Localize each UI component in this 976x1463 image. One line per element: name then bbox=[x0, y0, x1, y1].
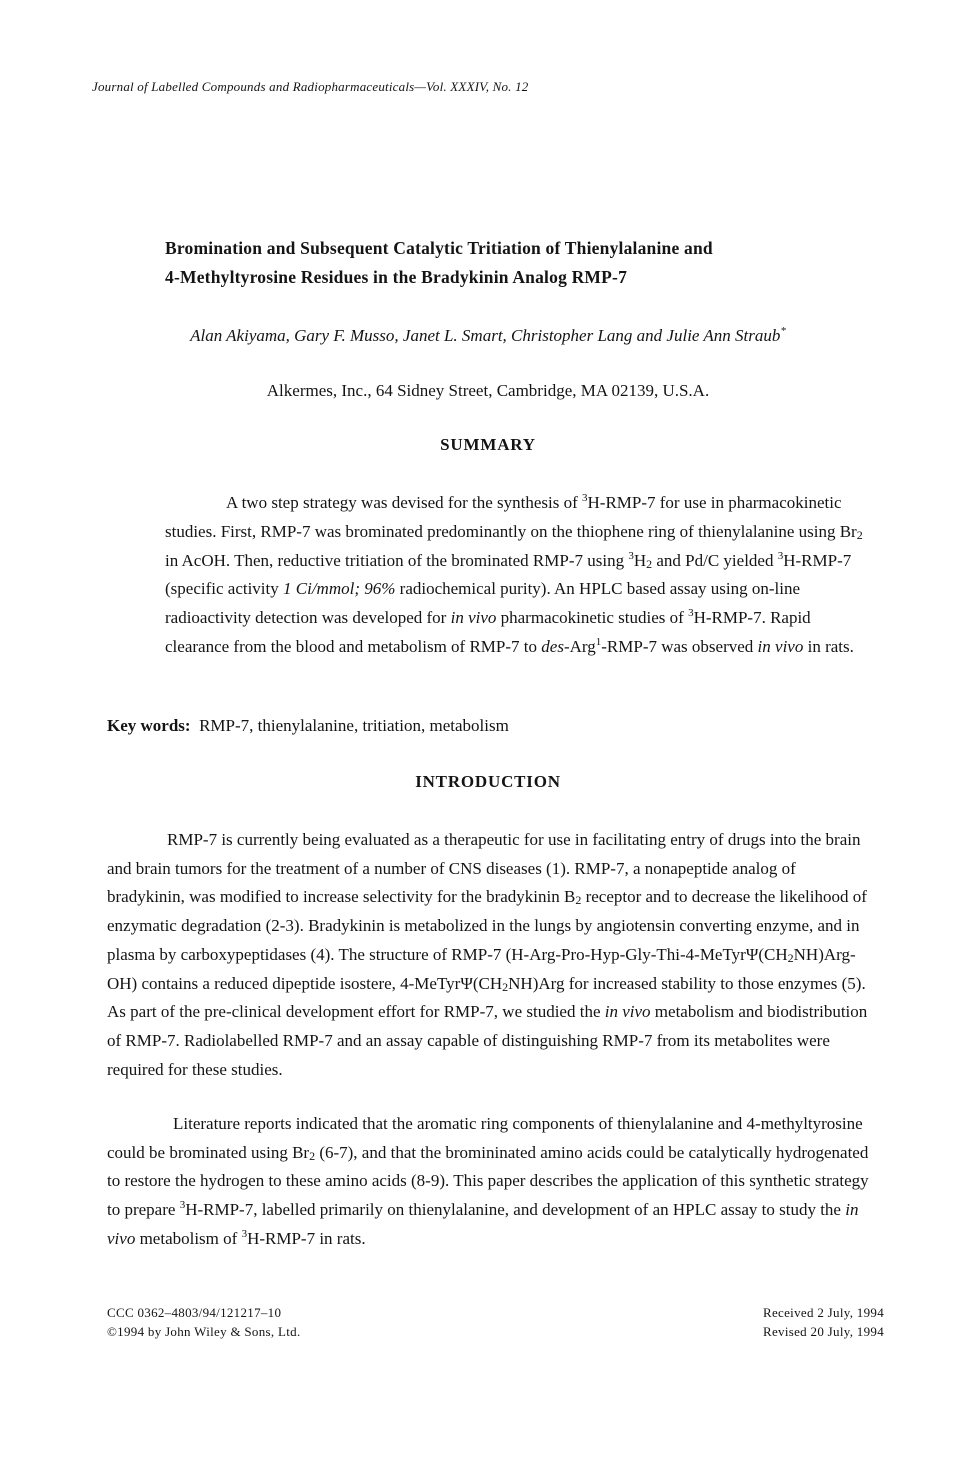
footer-dates bbox=[763, 1303, 884, 1341]
paragraph-text: NH)Arg-OH) contains a reduced dipeptide isostere, 4-MeTyrΨ(CH bbox=[107, 944, 856, 993]
keywords-text: RMP-7, thienylalanine, tritiation, metabolism bbox=[199, 716, 509, 735]
paragraph-text: RMP-7 is currently being evaluated as a therapeutic for use in facilitating entry of drugs into the brain and brain tumors for the treatment of a number of CNS diseases (1). RMP-7, a nonapeptide analog of bradykinin, was modified to increase selectivity for the bradykinin B bbox=[107, 830, 861, 907]
paragraph-text: H-RMP-7, labelled primarily on thienylalanine, and development of an HPLC assay to study the bbox=[185, 1200, 846, 1220]
summary-italic-text: in vivo bbox=[450, 608, 497, 628]
summary-text: H-RMP-7 (specific activity bbox=[165, 550, 852, 599]
summary-heading: SUMMARY bbox=[440, 435, 536, 454]
superscript: 3 bbox=[179, 1199, 186, 1212]
copyright-notice: ©1994 by John Wiley & Sons, Ltd. bbox=[107, 1324, 301, 1339]
summary-text: H-RMP-7 for use in pharmacokinetic studies. First, RMP-7 was brominated predominantly on the thiophene ring of thienylalanine using Br bbox=[165, 493, 857, 541]
summary-paragraph bbox=[165, 489, 865, 662]
journal-header: Journal of Labelled Compounds and Radiopharmaceuticals—Vol. XXXIV, No. 12 bbox=[92, 79, 529, 94]
summary-text: -Arg bbox=[563, 636, 596, 656]
paragraph-italic-text: in vivo bbox=[604, 1002, 651, 1022]
summary-text: in rats. bbox=[803, 636, 854, 656]
summary-text: A two step strategy was devised for the synthesis of bbox=[226, 493, 582, 512]
intro-paragraph-2 bbox=[107, 1110, 873, 1254]
paragraph-text: receptor and to decrease the likelihood of enzymatic degradation (2-3). Bradykinin is metabolized in the lungs by angiotensin converting enzyme, and in plasma by carboxypeptidases (4). The structure of RMP-7 (H-Arg-Pro-Hyp-Gly-Thi-4-MeTyrΨ(CH bbox=[107, 887, 867, 964]
subscript: 2 bbox=[309, 1148, 316, 1163]
subscript: 2 bbox=[575, 893, 582, 908]
author-list bbox=[0, 326, 976, 346]
paragraph-italic-text: in vivo bbox=[107, 1200, 859, 1248]
summary-text: pharmacokinetic studies of bbox=[496, 608, 689, 628]
corresponding-author-mark: * bbox=[780, 325, 786, 337]
affiliation: Alkermes, Inc., 64 Sidney Street, Cambridge, MA 02139, U.S.A. bbox=[266, 381, 710, 400]
title-line-1: Bromination and Subsequent Catalytic Tritiation of Thienylalanine and bbox=[165, 238, 713, 258]
paragraph-text: metabolism of bbox=[135, 1228, 242, 1248]
authors-text: Alan Akiyama, Gary F. Musso, Janet L. Smart, Christopher Lang and Julie Ann Straub bbox=[190, 326, 781, 345]
intro-paragraph-1 bbox=[107, 826, 873, 1084]
subscript: 2 bbox=[646, 556, 653, 571]
summary-text: and Pd/C yielded bbox=[652, 550, 778, 570]
superscript: 3 bbox=[688, 607, 694, 620]
summary-text: radiochemical purity). An HPLC based assay using on-line radioactivity detection was developed for bbox=[165, 579, 801, 628]
superscript: 1 bbox=[595, 635, 602, 648]
superscript: 3 bbox=[628, 549, 634, 562]
superscript: 3 bbox=[582, 492, 588, 504]
subscript: 2 bbox=[856, 527, 863, 542]
received-date: Received 2 July, 1994 bbox=[763, 1305, 884, 1320]
title-line-2: 4-Methyltyrosine Residues in the Bradykinin Analog RMP-7 bbox=[165, 267, 628, 287]
summary-text: H-RMP-7. Rapid clearance from the blood and metabolism of RMP-7 to bbox=[165, 608, 811, 656]
summary-text: in AcOH. Then, reductive tritiation of the brominated RMP-7 using bbox=[165, 550, 629, 570]
revised-date: Revised 20 July, 1994 bbox=[762, 1324, 884, 1339]
paragraph-text: (6-7), and that the bromininated amino acids could be catalytically hydrogenated to restore the hydrogen to these amino acids (8-9). This paper describes the application of this synthetic strategy to prepare bbox=[107, 1142, 869, 1220]
superscript: 3 bbox=[777, 549, 784, 562]
article-title bbox=[165, 234, 865, 292]
summary-text: H bbox=[633, 550, 647, 570]
paragraph-text: Literature reports indicated that the aromatic ring components of thienylalanine and 4-methyltyrosine could be brominated using Br bbox=[107, 1114, 863, 1162]
subscript: 2 bbox=[787, 950, 794, 965]
summary-italic-text: 1 Ci/mmol; 96% bbox=[283, 579, 396, 599]
superscript: 3 bbox=[241, 1227, 248, 1240]
introduction-heading: INTRODUCTION bbox=[415, 772, 561, 791]
paragraph-text: H-RMP-7 in rats. bbox=[247, 1228, 366, 1248]
keywords-line bbox=[107, 716, 509, 736]
footer-publication-info bbox=[107, 1303, 301, 1341]
summary-text: -RMP-7 was observed bbox=[601, 636, 758, 656]
paragraph-text: NH)Arg for increased stability to those enzymes (5). As part of the pre-clinical development effort for RMP-7, we studied the bbox=[107, 973, 866, 1022]
summary-italic-text: des bbox=[541, 636, 564, 656]
keywords-label: Key words: bbox=[107, 716, 191, 735]
subscript: 2 bbox=[502, 979, 509, 994]
ccc-code: CCC 0362–4803/94/121217–10 bbox=[107, 1305, 282, 1320]
summary-italic-text: in vivo bbox=[757, 636, 804, 656]
paragraph-text: metabolism and biodistribution of RMP-7. Radiolabelled RMP-7 and an assay capable of distinguishing RMP-7 from its metabolites were required for these studies. bbox=[107, 1002, 868, 1079]
